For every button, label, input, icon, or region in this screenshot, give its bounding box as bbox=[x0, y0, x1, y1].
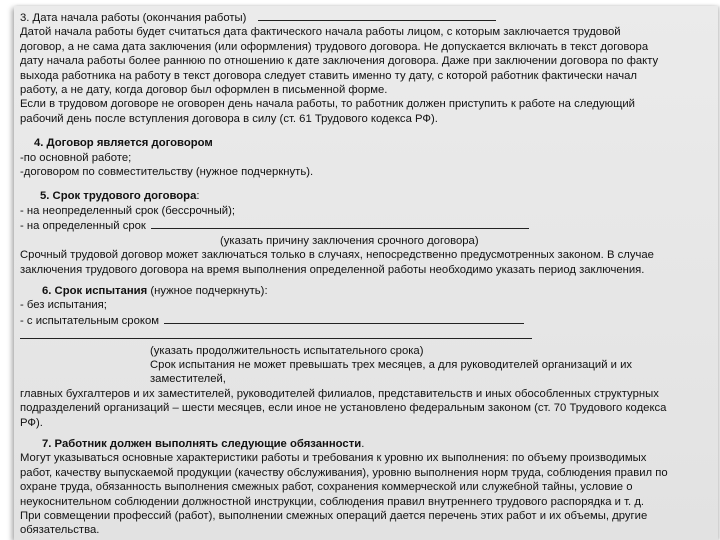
section7-line: охране труда, обязанность выполнения смежных работ, сохранения коммерческой или служебной тайны, условие о bbox=[20, 481, 633, 494]
section5-caption: (указать причину заключения срочного договора) bbox=[220, 234, 479, 247]
section6-caption: (указать продолжительность испытательного срока) bbox=[150, 344, 424, 357]
section4-heading: 4. Договор является договором bbox=[34, 137, 213, 150]
probation-fill-line-2 bbox=[20, 328, 532, 339]
section4-item: -по основной работе; bbox=[20, 151, 132, 164]
section7-heading-line bbox=[20, 437, 710, 451]
section6-item: - без испытания; bbox=[20, 299, 107, 312]
section7-line: работ, качеству выпускаемой продукции (качеству обслуживания), уровню выполнения норм труда, соблюдения правил по bbox=[20, 466, 668, 479]
section5-heading: 5. Срок трудового договора bbox=[40, 190, 197, 203]
section4-heading-line bbox=[20, 136, 710, 150]
section6-item: - с испытательным сроком bbox=[20, 314, 159, 327]
section6-heading-line bbox=[20, 284, 710, 298]
section5-item: - на неопределенный срок (бессрочный); bbox=[20, 204, 235, 217]
section4-item: -договором по совместительству (нужное подчеркнуть). bbox=[20, 166, 314, 179]
section6-line: РФ). bbox=[20, 416, 43, 429]
section3-line: Если в трудовом договоре не оговорен день начала работы, то работник должен приступить к работе на следующий bbox=[20, 98, 635, 111]
section3-line: рабочий день после вступления договора в силу (ст. 61 Трудового кодекса РФ). bbox=[20, 112, 438, 125]
section7-line: неукоснительном соблюдении должностной инструкции, соблюдения правил внутреннего трудового распорядка и т. д. bbox=[20, 495, 645, 508]
section3-line: выхода работника на работу в текст договора следует ставить именно ту дату, с которой работник фактически начал bbox=[20, 69, 637, 82]
date-fill-line bbox=[258, 10, 496, 21]
term-fill-line bbox=[151, 218, 529, 229]
section5-item-line bbox=[20, 218, 710, 233]
section6-line: подразделений организаций – шести месяцев, если иное не установлено федеральным законом (ст. 70 Трудового кодекса bbox=[20, 402, 667, 415]
section3-line: договор, а не сама дата заключения (или оформления) трудового договора. Не допускается включать в текст договора bbox=[20, 40, 649, 53]
section6-heading-suffix: (нужное подчеркнуть): bbox=[147, 284, 268, 297]
document-page bbox=[14, 6, 718, 540]
section6-line: Срок испытания не может превышать трех месяцев, а для руководителей организаций и их заместителей, bbox=[150, 358, 633, 386]
section7-heading: 7. Работник должен выполнять следующие обязанности bbox=[42, 437, 362, 450]
section5-heading-suffix: : bbox=[196, 190, 200, 203]
section6-fill-line-row bbox=[20, 328, 710, 343]
section3-heading-line bbox=[20, 10, 710, 25]
section3-line: Датой начала работы будет считаться дата фактического начала работы лицом, с которым заключается трудовой bbox=[20, 26, 621, 39]
section5-heading-line bbox=[20, 189, 710, 203]
section7-heading-suffix: . bbox=[361, 437, 365, 450]
section7-line: При совмещении профессий (работ), выполнении смежных операций дается перечень этих работ и их объемы, другие bbox=[20, 510, 648, 522]
section6-item-line bbox=[20, 313, 710, 328]
section5-line: заключения трудового договора на время выполнения определенной работы необходимо указать период заключения. bbox=[20, 263, 645, 276]
section6-line: главных бухгалтеров и их заместителей, руководителей филиалов, представительств и иных обособленных структурных bbox=[20, 387, 659, 400]
section3-heading: 3. Дата начала работы (окончания работы) bbox=[20, 12, 247, 24]
section7-line: Могут указываться основные характеристики работы и требования к уровню их выполнения: по объему производимых bbox=[20, 452, 647, 465]
section3-line: дату начала работы более раннюю по отношению к дате заключения договора. Даже при заключении договора по факту bbox=[20, 55, 659, 68]
document-content bbox=[20, 10, 710, 538]
section7-line: обязательства. bbox=[20, 524, 100, 537]
section3-line: работу, а не дату, когда договор был оформлен в письменной форме. bbox=[20, 84, 388, 97]
section5-item: - на определенный срок bbox=[20, 220, 146, 233]
probation-fill-line bbox=[164, 313, 524, 324]
section6-heading: 6. Срок испытания bbox=[42, 284, 148, 297]
section5-line: Срочный трудовой договор может заключаться только в случаях, непосредственно предусмотренных законом. В случае bbox=[20, 249, 654, 262]
